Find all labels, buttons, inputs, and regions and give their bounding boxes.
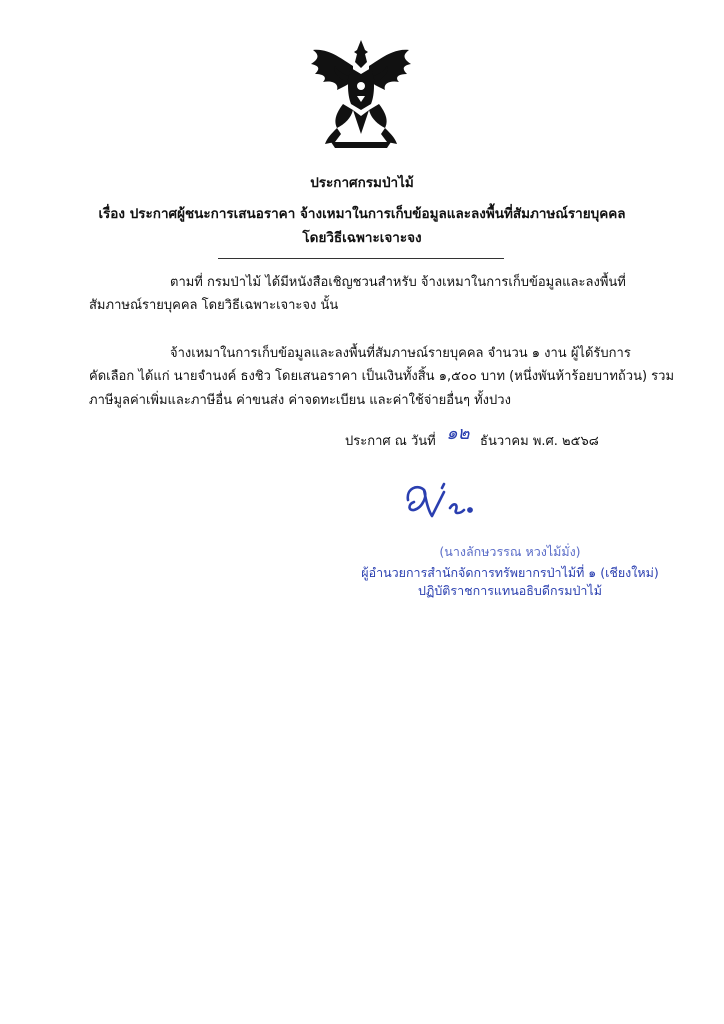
procurement-method: โดยวิธีเฉพาะเจาะจง <box>302 230 422 246</box>
paragraph-1-line-1: ตามที่ กรมป่าไม้ ได้มีหนังสือเชิญชวนสำหรับ จ้างเหมาในการเก็บข้อมูลและลงพื้นที่ <box>170 275 626 290</box>
announcement-date <box>345 423 599 452</box>
title-divider <box>218 258 504 259</box>
announcement-month-year: ธันวาคม พ.ศ. ๒๕๖๘ <box>480 434 599 449</box>
document-title: ประกาศกรมป่าไม้ <box>310 175 414 191</box>
paragraph-2-line-1: จ้างเหมาในการเก็บข้อมูลและลงพื้นที่สัมภาษณ์รายบุคคล จำนวน ๑ งาน ผู้ได้รับการ <box>170 346 631 361</box>
signatory-acting-on-behalf: ปฏิบัติราชการแทนอธิบดีกรมป่าไม้ <box>418 583 602 598</box>
announcement-day: ๑๒ <box>446 423 470 444</box>
paragraph-2-line-3: ภาษีมูลค่าเพิ่มและภาษีอื่น ค่าขนส่ง ค่าจดทะเบียน และค่าใช้จ่ายอื่นๆ ทั้งปวง <box>89 393 511 408</box>
garuda-emblem-icon <box>307 38 415 150</box>
signatory-position: ผู้อำนวยการสำนักจัดการทรัพยากรป่าไม้ที่ ๑ (เชียงใหม่) <box>361 565 659 580</box>
paragraph-2-line-2: คัดเลือก ได้แก่ นายจำนงค์ ธงชิว โดยเสนอราคา เป็นเงินทั้งสิ้น ๑,๕๐๐ บาท (หนึ่งพันห้าร้อยบาทถ้วน) รวม <box>89 369 675 384</box>
paragraph-1-line-2: สัมภาษณ์รายบุคคล โดยวิธีเฉพาะเจาะจง นั้น <box>89 298 339 313</box>
signatory-name: (นางลักษวรรณ หวงไม้มั่ง) <box>439 544 581 559</box>
announcement-prefix: ประกาศ ณ วันที่ <box>345 434 436 449</box>
handwritten-signature <box>398 478 488 522</box>
document-subject: เรื่อง ประกาศผู้ชนะการเสนอราคา จ้างเหมาในการเก็บข้อมูลและลงพื้นที่สัมภาษณ์รายบุคคล <box>98 206 626 222</box>
